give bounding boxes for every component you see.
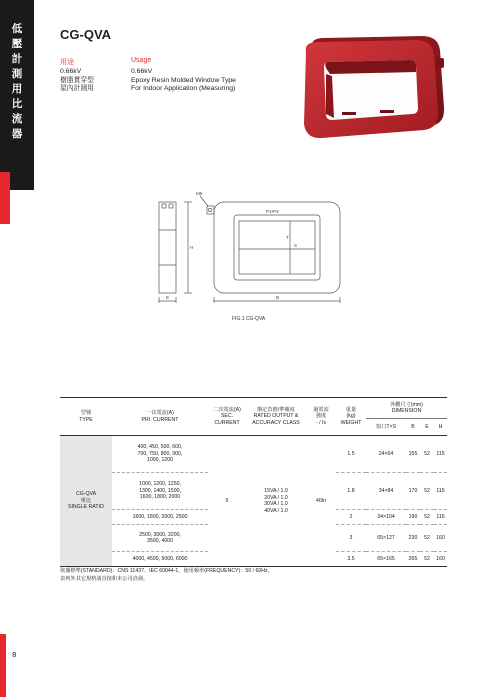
drawing-label-m5: M5 bbox=[196, 191, 203, 196]
sidebar-char: 用 bbox=[11, 83, 23, 95]
usage-line: For Indoor Application (Measuring) bbox=[131, 85, 236, 93]
col-pri-header: 一次電流(A) PRI. CURRENT bbox=[112, 398, 208, 436]
side-view-body bbox=[159, 202, 176, 293]
usage-label-zh: 用途 bbox=[60, 59, 74, 66]
col-e-header: E bbox=[420, 419, 434, 436]
weight-cell: 3 bbox=[336, 525, 366, 552]
b-cell: 170 bbox=[406, 473, 420, 510]
drawing-label-b: B bbox=[276, 295, 280, 300]
pri-current-cell: 1000, 1200, 1250, 1300, 1400, 1500, 1600, 1800, 2000 bbox=[112, 473, 208, 510]
usage-line: Epoxy Resin Molded Window Type bbox=[131, 76, 236, 84]
drawing-label-t: T bbox=[286, 235, 289, 240]
sidebar-char: 低 bbox=[11, 23, 23, 35]
spec-notes bbox=[60, 568, 273, 583]
h-cell: 115 bbox=[434, 436, 447, 473]
front-view-body bbox=[214, 202, 340, 293]
sidebar-char: 比 bbox=[11, 98, 23, 110]
e-cell: 52 bbox=[420, 436, 434, 473]
note-line: 表列外其它規格請直接和本公司洽詢。 bbox=[60, 575, 149, 582]
col-dimension-header: 外觀尺寸(mm) DIMENSION bbox=[366, 398, 447, 419]
col-overcurrent-header: 過電流 強度 - / Is bbox=[306, 398, 336, 436]
h-cell: 115 bbox=[434, 510, 447, 525]
usage-line: 0.66kV bbox=[60, 68, 82, 75]
table-row bbox=[60, 436, 447, 473]
b-cell: 155 bbox=[406, 436, 420, 473]
rated-output-cell: 15VA / 1.0 20VA / 1.0 30VA / 1.0 40VA / 1.0 bbox=[246, 436, 306, 567]
col-rated-header: 額定負擔/準確度 RATED OUTPUT & ACCURACY CLASS bbox=[246, 398, 306, 436]
page-number: 8 bbox=[12, 651, 17, 659]
col-sec-header: 二次電流(A) SEC. CURRENT bbox=[208, 398, 246, 436]
usage-label-en: Usage bbox=[131, 57, 152, 64]
dimension-drawing bbox=[150, 185, 345, 310]
product-title: CG-QVA bbox=[60, 27, 112, 42]
sidebar-char: 器 bbox=[11, 128, 23, 140]
pri-current-cell: 1600, 1800, 2000, 2500 bbox=[112, 510, 208, 525]
sidebar-char: 流 bbox=[11, 113, 23, 125]
e-cell: 52 bbox=[420, 525, 434, 552]
e-cell: 52 bbox=[420, 552, 434, 567]
window-cell: 65×127 bbox=[366, 525, 406, 552]
h-cell: 160 bbox=[434, 552, 447, 567]
weight-cell: 1.8 bbox=[336, 473, 366, 510]
sidebar-category-label bbox=[0, 22, 34, 142]
e-cell: 52 bbox=[420, 510, 434, 525]
drawing-label-s: S bbox=[294, 243, 298, 248]
sidebar-char: 壓 bbox=[11, 38, 23, 50]
col-window-header: 窗口T×S bbox=[366, 419, 406, 436]
h-cell: 115 bbox=[434, 473, 447, 510]
page-edge-accent bbox=[0, 634, 6, 697]
note-line: 依據標準(STANDARD)：CNS 11437、IEC 60044-1，使用頻率(FREQUENCY)：50 / 60Hz。 bbox=[60, 568, 273, 574]
sidebar-red-accent bbox=[0, 172, 10, 224]
figure-caption: FIG.1 CG-QVA bbox=[232, 316, 266, 322]
pri-current-cell: 2500, 3000, 3200, 3500, 4000 bbox=[112, 525, 208, 552]
b-cell: 265 bbox=[406, 552, 420, 567]
drawing-label-h: H bbox=[190, 245, 194, 250]
weight-cell: 2 bbox=[336, 510, 366, 525]
usage-line: 樹脂貫穿型 bbox=[60, 76, 94, 84]
e-cell: 52 bbox=[420, 473, 434, 510]
col-type-header: 型號 TYPE bbox=[60, 398, 112, 436]
pri-current-cell: 400, 450, 500, 600, 700, 750, 800, 900, 1000, 1200 bbox=[112, 436, 208, 473]
product-photo bbox=[298, 30, 450, 142]
usage-line: 0.66kV bbox=[131, 68, 153, 75]
sec-current-cell: 5 bbox=[208, 436, 246, 567]
h-cell: 160 bbox=[434, 525, 447, 552]
usage-lines-en bbox=[131, 68, 236, 94]
spec-table bbox=[60, 397, 447, 567]
b-cell: 230 bbox=[406, 525, 420, 552]
usage-line: 屋內計測用 bbox=[60, 85, 94, 93]
usage-lines-zh bbox=[60, 68, 94, 94]
drawing-label-p1p2: P1•P2 bbox=[266, 209, 279, 214]
drawing-label-e: E bbox=[166, 295, 170, 300]
overcurrent-cell: 40In bbox=[306, 436, 336, 567]
col-b-header: B bbox=[406, 419, 420, 436]
sidebar-char: 計 bbox=[11, 53, 23, 65]
sidebar-char: 測 bbox=[11, 68, 23, 80]
window-cell: 34×84 bbox=[366, 473, 406, 510]
weight-cell: 1.5 bbox=[336, 436, 366, 473]
col-h-header: H bbox=[434, 419, 447, 436]
pri-current-cell: 4000, 4500, 5000, 6000 bbox=[112, 552, 208, 567]
col-weight-header: 重量 (kg) WEIGHT bbox=[336, 398, 366, 436]
b-cell: 190 bbox=[406, 510, 420, 525]
window-cell: 65×165 bbox=[366, 552, 406, 567]
window-cell: 34×104 bbox=[366, 510, 406, 525]
window-cell: 24×64 bbox=[366, 436, 406, 473]
type-cell: CG-QVA 單比 SINGLE RATIO bbox=[60, 436, 112, 567]
weight-cell: 3.5 bbox=[336, 552, 366, 567]
